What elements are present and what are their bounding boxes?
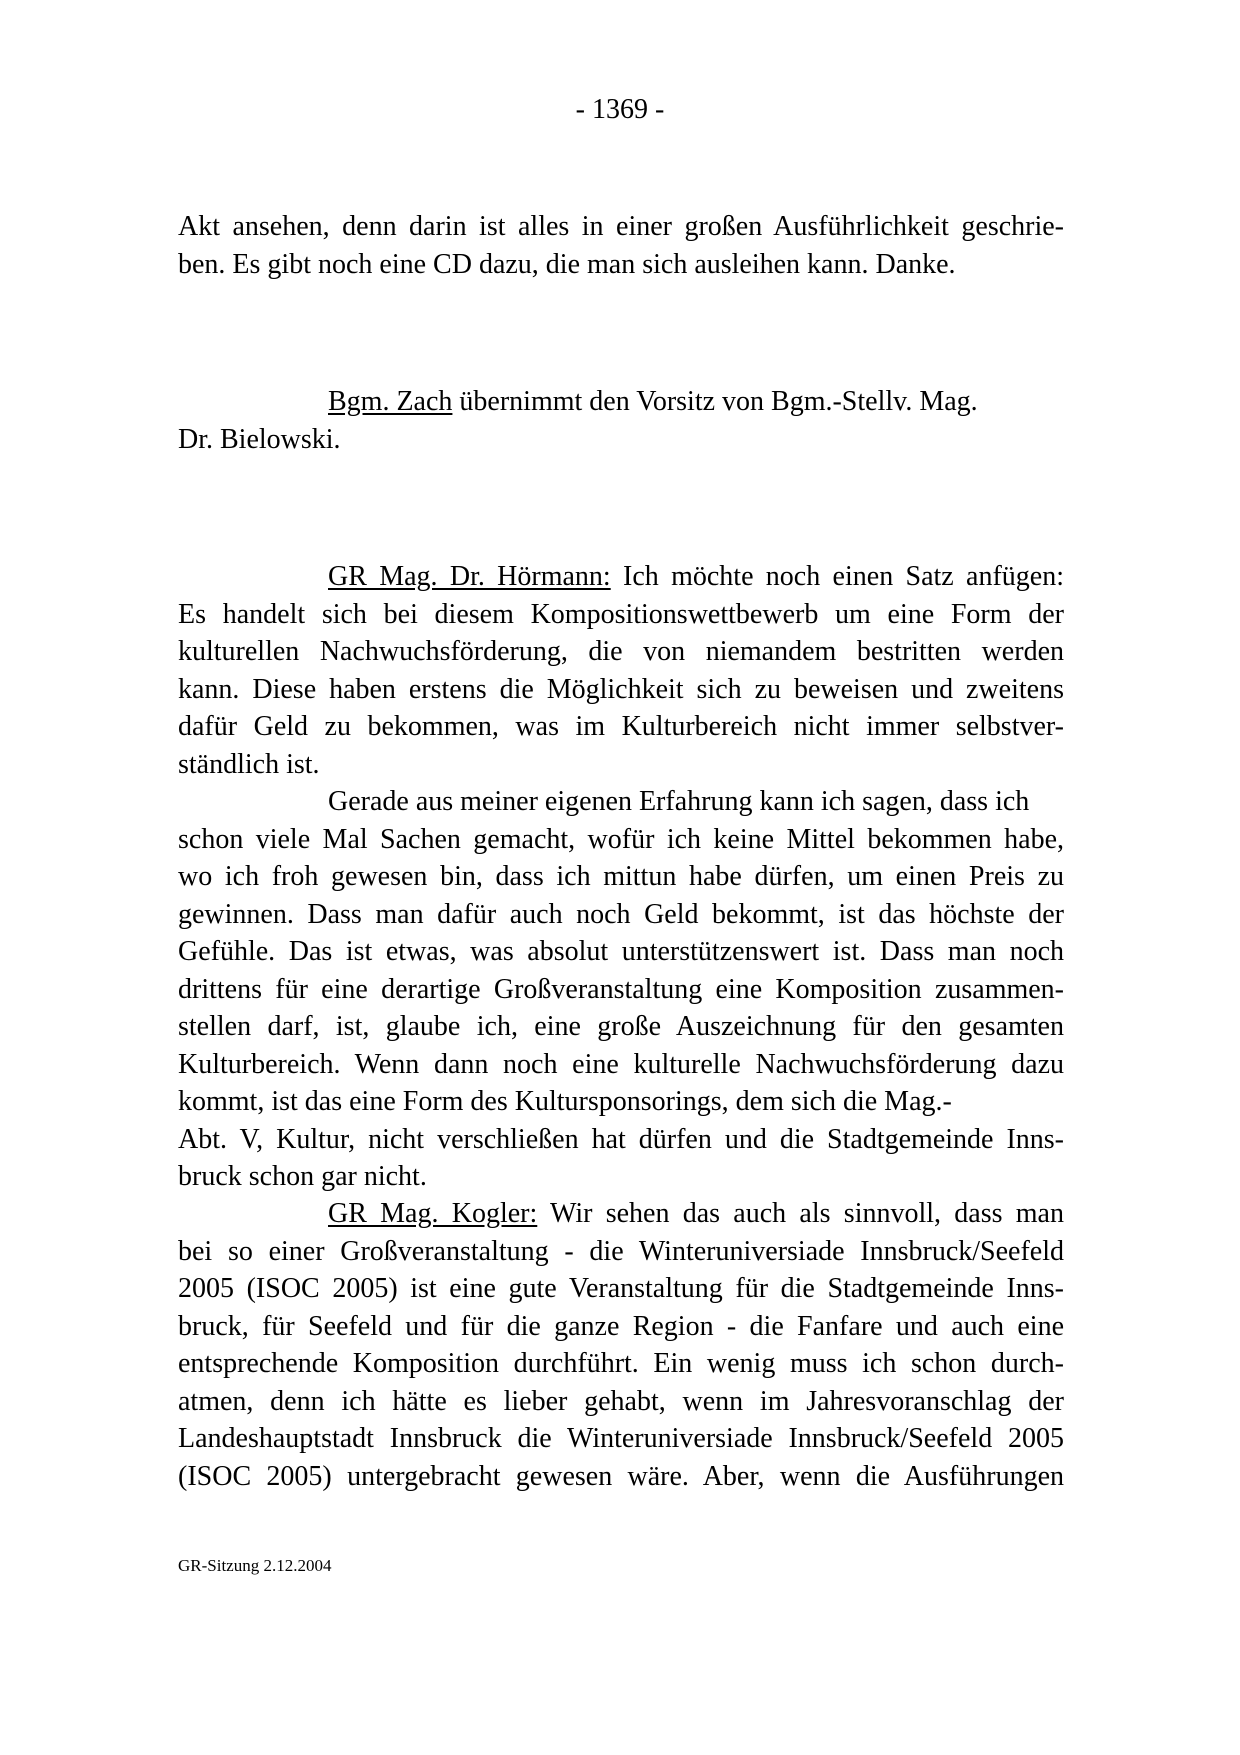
text-line: gewinnen. Dass man dafür auch noch Geld bekommt, ist das höchste der	[178, 898, 1064, 930]
paragraph-kogler-statement	[178, 1195, 1064, 1495]
text-line: Akt ansehen, denn darin ist alles in einer großen Ausführlichkeit geschrie-	[178, 211, 1064, 242]
text-line: kommt, ist das eine Form des Kultursponsorings, dem sich die Mag.-	[178, 1086, 952, 1117]
page-number: - 1369 -	[575, 94, 665, 125]
footer-session-date: GR-Sitzung 2.12.2004	[178, 1556, 332, 1575]
paragraph-closing-remarks	[178, 208, 1064, 283]
paragraph-chair-change	[178, 383, 1064, 458]
text-line: bruck schon gar nicht.	[178, 1161, 427, 1192]
text-fragment: übernimmt den Vorsitz von Bgm.-Stellv. Mag.	[452, 386, 978, 417]
text-line: drittens für eine derartige Großveranstaltung eine Komposition zusammen-	[178, 973, 1064, 1005]
text-line: bruck, für Seefeld und für die ganze Region - die Fanfare und auch eine	[178, 1310, 1064, 1342]
speaker-name: Bgm. Zach	[328, 386, 453, 417]
text-line: dafür Geld zu bekommen, was im Kulturbereich nicht immer selbstver-	[178, 711, 1064, 742]
text-line	[178, 383, 1064, 421]
text-line: Gerade aus meiner eigenen Erfahrung kann ich sagen, dass ich	[328, 786, 1030, 817]
text-line: ständlich ist.	[178, 748, 320, 780]
text-line: entsprechende Komposition durchführt. Ein wenig muss ich schon durch-	[178, 1348, 1064, 1379]
text-line	[178, 558, 1064, 596]
text-line: 2005 (ISOC 2005) ist eine gute Veranstaltung für die Stadtgemeinde Inns-	[178, 1273, 1064, 1304]
text-line: ben. Es gibt noch eine CD dazu, die man sich ausleihen kann. Danke.	[178, 248, 956, 280]
text-line: Abt. V, Kultur, nicht verschließen hat dürfen und die Stadtgemeinde Inns-	[178, 1123, 1064, 1155]
text-line: atmen, denn ich hätte es lieber gehabt, wenn im Jahresvoranschlag der	[178, 1385, 1064, 1417]
paragraph-hoermann-statement	[178, 558, 1064, 1196]
text-fragment: Wir sehen das auch als sinnvoll, dass man	[537, 1198, 1064, 1229]
text-fragment: Ich möchte noch einen Satz anfügen:	[610, 561, 1064, 592]
speaker-name: GR Mag. Kogler:	[328, 1198, 538, 1229]
text-line: (ISOC 2005) untergebracht gewesen wäre. Aber, wenn die Ausführungen	[178, 1460, 1064, 1492]
speaker-name: GR Mag. Dr. Hörmann:	[328, 561, 611, 592]
text-line: wo ich froh gewesen bin, dass ich mittun habe dürfen, um einen Preis zu	[178, 861, 1064, 892]
text-line: Dr. Bielowski.	[178, 423, 341, 455]
text-line	[178, 1195, 1064, 1233]
text-line: Landeshauptstadt Innsbruck die Winteruniversiade Innsbruck/Seefeld 2005	[178, 1423, 1064, 1454]
text-line: kulturellen Nachwuchsförderung, die von niemandem bestritten werden	[178, 636, 1064, 667]
text-line: Es handelt sich bei diesem Kompositionswettbewerb um eine Form der	[178, 598, 1064, 630]
text-line: Kulturbereich. Wenn dann noch eine kulturelle Nachwuchsförderung dazu	[178, 1048, 1064, 1080]
text-line: stellen darf, ist, glaube ich, eine große Auszeichnung für den gesamten	[178, 1011, 1064, 1042]
text-line: bei so einer Großveranstaltung - die Winteruniversiade Innsbruck/Seefeld	[178, 1235, 1064, 1267]
text-line: Gefühle. Das ist etwas, was absolut unterstützenswert ist. Dass man noch	[178, 936, 1064, 967]
text-line: schon viele Mal Sachen gemacht, wofür ich keine Mittel bekommen habe,	[178, 823, 1064, 855]
text-line: kann. Diese haben erstens die Möglichkeit sich zu beweisen und zweitens	[178, 673, 1064, 705]
